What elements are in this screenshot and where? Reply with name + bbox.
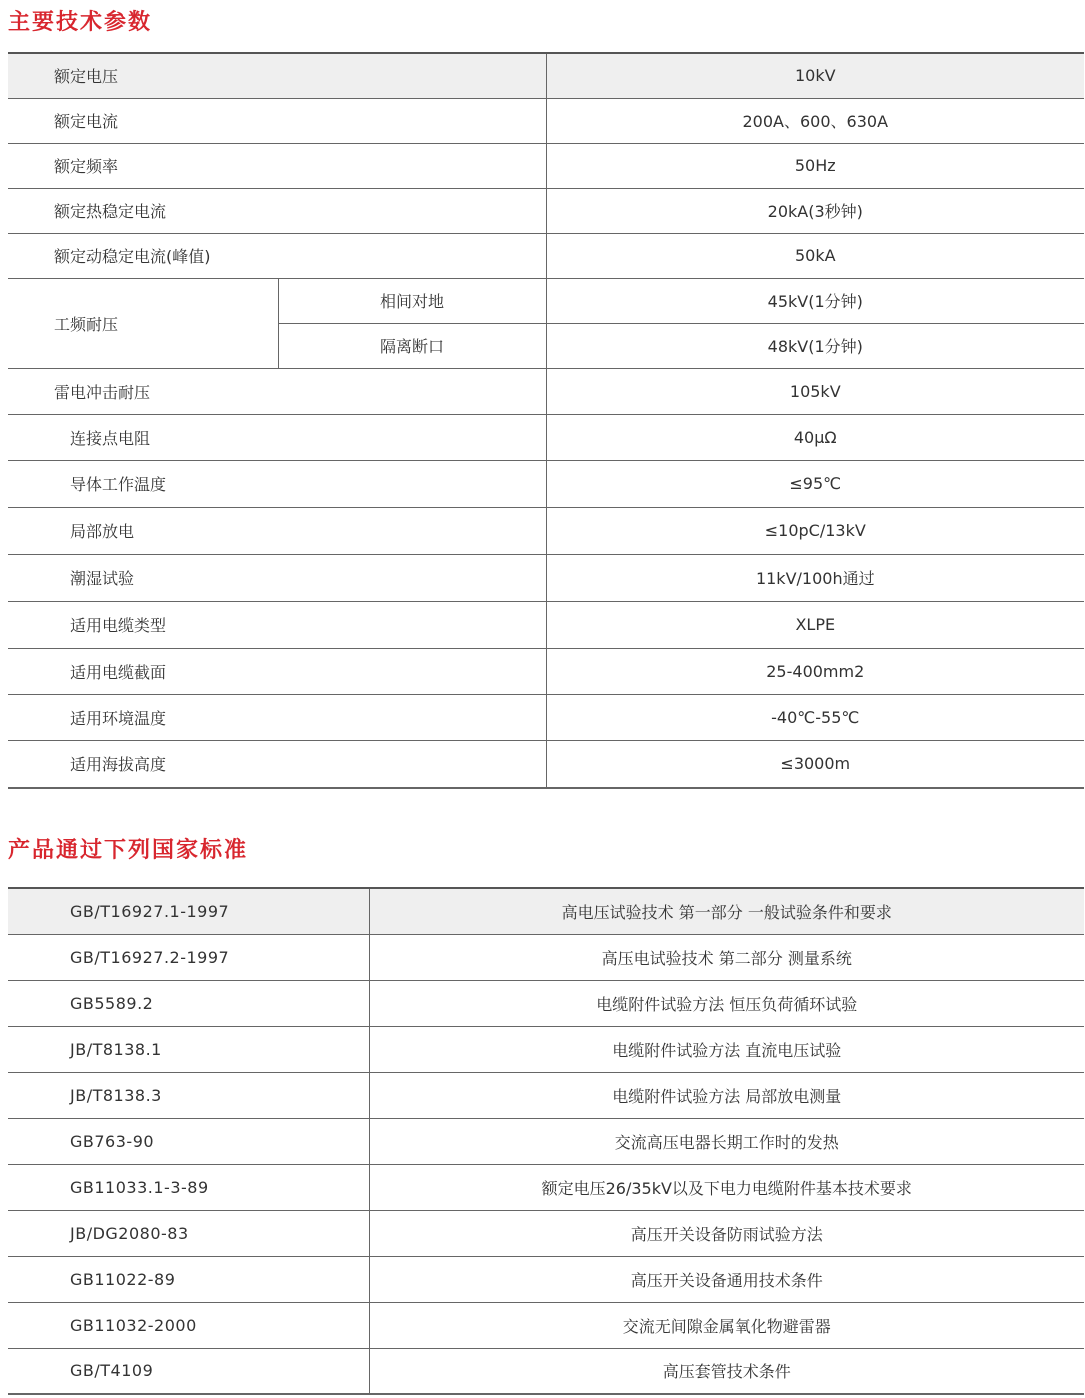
spec-value: ≤95℃ [546,460,1084,507]
table-row [8,934,1084,980]
spec-sublabel: 隔离断口 [278,323,546,368]
standard-description: 交流无间隙金属氧化物避雷器 [369,1302,1084,1348]
table-row [8,554,1084,601]
standard-code: GB11033.1-3-89 [8,1164,369,1210]
standard-description: 高压电试验技术 第二部分 测量系统 [369,934,1084,980]
standard-description: 电缆附件试验方法 恒压负荷循环试验 [369,980,1084,1026]
spec-value: ≤3000m [546,740,1084,788]
standards-table [8,887,1084,1395]
spec-label-power-frequency: 工频耐压 [8,278,278,368]
spec-value: 10kV [546,53,1084,98]
table-row [8,188,1084,233]
spec-label: 导体工作温度 [8,460,546,507]
table-row [8,1348,1084,1394]
table-row [8,507,1084,554]
standard-description: 高压开关设备防雨试验方法 [369,1210,1084,1256]
standard-code: JB/DG2080-83 [8,1210,369,1256]
table-row [8,648,1084,694]
table-row [8,460,1084,507]
spec-label: 额定热稳定电流 [8,188,546,233]
table-row [8,980,1084,1026]
spec-label: 连接点电阻 [8,414,546,460]
spec-label: 适用电缆类型 [8,601,546,648]
standard-code: GB11022-89 [8,1256,369,1302]
spec-label: 额定动稳定电流(峰值) [8,233,546,278]
spec-value: -40℃-55℃ [546,694,1084,740]
spec-value: 11kV/100h通过 [546,554,1084,601]
standard-code: JB/T8138.1 [8,1026,369,1072]
spec-label: 局部放电 [8,507,546,554]
table-row [8,888,1084,934]
table-row [8,1072,1084,1118]
spec-value: 105kV [546,368,1084,414]
standard-code: GB763-90 [8,1118,369,1164]
standard-description: 高压开关设备通用技术条件 [369,1256,1084,1302]
table-row [8,233,1084,278]
standard-code: JB/T8138.3 [8,1072,369,1118]
spec-value: 25-400mm2 [546,648,1084,694]
spec-value: XLPE [546,601,1084,648]
spec-label: 额定电压 [8,53,546,98]
table-row [8,278,1084,323]
spec-label: 适用海拔高度 [8,740,546,788]
standard-description: 交流高压电器长期工作时的发热 [369,1118,1084,1164]
table-row [8,143,1084,188]
table-row [8,368,1084,414]
table-row [8,1164,1084,1210]
spec-label: 额定电流 [8,98,546,143]
table-row [8,1118,1084,1164]
table-row [8,740,1084,788]
spec-value: 48kV(1分钟) [546,323,1084,368]
standard-code: GB5589.2 [8,980,369,1026]
spec-value: 50kA [546,233,1084,278]
spec-label: 适用环境温度 [8,694,546,740]
table-row [8,98,1084,143]
standard-description: 电缆附件试验方法 直流电压试验 [369,1026,1084,1072]
table-row [8,1256,1084,1302]
standards-section-title: 产品通过下列国家标准 [8,838,249,863]
spec-value: 45kV(1分钟) [546,278,1084,323]
table-row [8,1210,1084,1256]
table-row [8,694,1084,740]
standard-description: 电缆附件试验方法 局部放电测量 [369,1072,1084,1118]
spec-value: 20kA(3秒钟) [546,188,1084,233]
spec-value: 50Hz [546,143,1084,188]
spec-label: 额定频率 [8,143,546,188]
spec-label: 雷电冲击耐压 [8,368,546,414]
spec-value: 200A、600、630A [546,98,1084,143]
table-row [8,1026,1084,1072]
spec-table [8,52,1084,789]
standard-code: GB11032-2000 [8,1302,369,1348]
table-row [8,53,1084,98]
standard-description: 高压套管技术条件 [369,1348,1084,1394]
standard-description: 高电压试验技术 第一部分 一般试验条件和要求 [369,888,1084,934]
standard-code: GB/T16927.1-1997 [8,888,369,934]
spec-section-title: 主要技术参数 [8,10,153,35]
spec-value: ≤10pC/13kV [546,507,1084,554]
spec-value: 40μΩ [546,414,1084,460]
spec-label: 潮湿试验 [8,554,546,601]
standard-code: GB/T16927.2-1997 [8,934,369,980]
table-row [8,1302,1084,1348]
table-row [8,414,1084,460]
spec-sublabel: 相间对地 [278,278,546,323]
spec-label: 适用电缆截面 [8,648,546,694]
table-row [8,601,1084,648]
standard-code: GB/T4109 [8,1348,369,1394]
standard-description: 额定电压26/35kV以及下电力电缆附件基本技术要求 [369,1164,1084,1210]
